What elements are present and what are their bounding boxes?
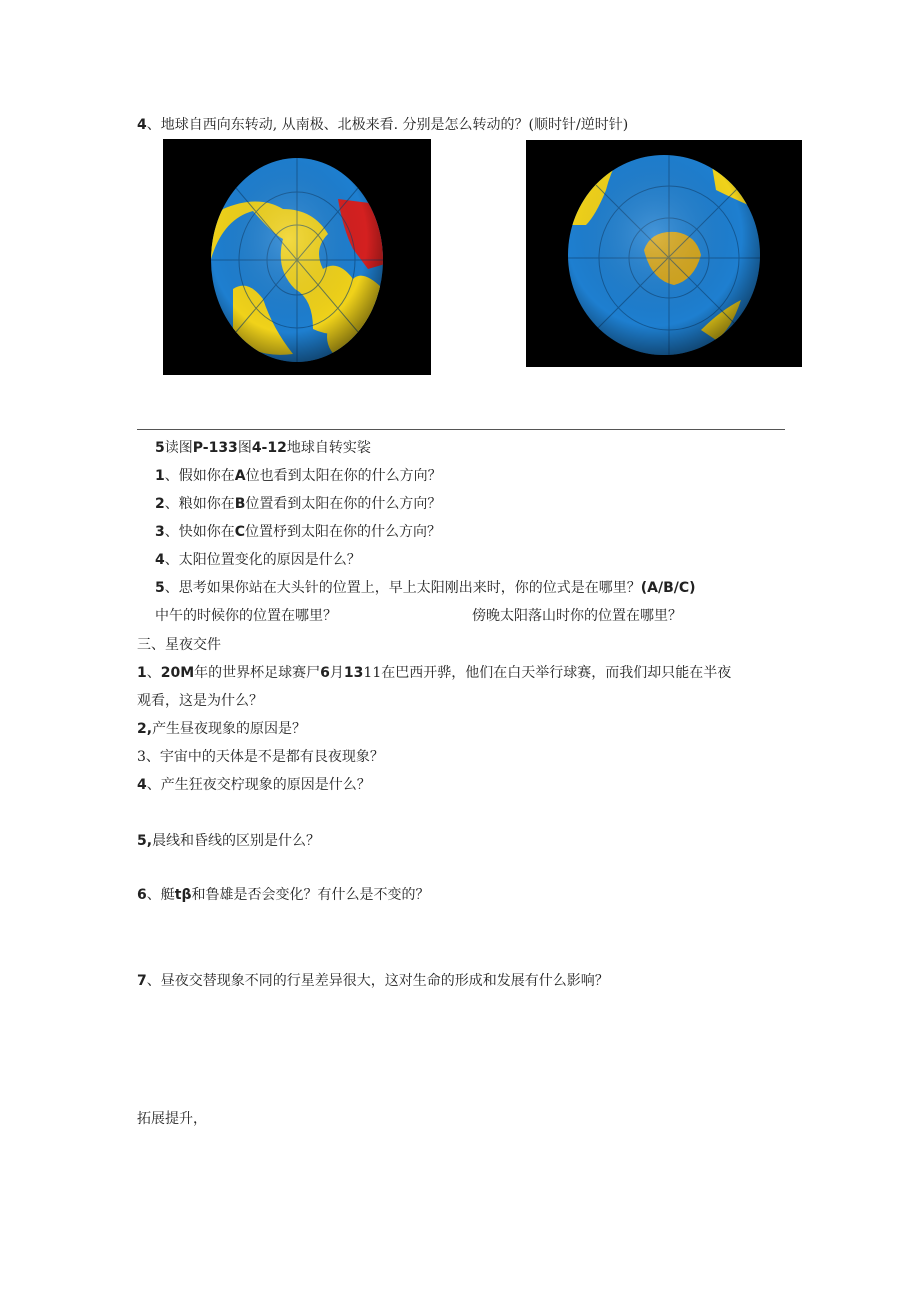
section-3-title: 三、星夜交件 bbox=[137, 637, 221, 653]
s3-q1-year: 20M bbox=[160, 665, 195, 681]
q5-item-number: 5 bbox=[155, 580, 165, 596]
q5-noon-question: 中午的时候你的位置在哪里？ bbox=[155, 608, 337, 624]
s3-q7-number: 7 bbox=[137, 973, 147, 989]
q5-item-text: 、快如你在 bbox=[164, 524, 235, 540]
s3-question-3 bbox=[137, 748, 384, 766]
q5-item bbox=[155, 523, 441, 541]
q5-item-number: 4 bbox=[155, 552, 165, 568]
q5-head-text-e: 地球自转实裟 bbox=[286, 440, 371, 456]
section-divider bbox=[137, 429, 785, 430]
s3-question-1-line-2: 观看，这是为什么？ bbox=[137, 693, 263, 709]
question-5-heading bbox=[155, 439, 371, 457]
q5-item-mark: B bbox=[234, 496, 246, 512]
q5-item-text: 、思考如果你站在大头针的位置上，早上太阳刚出来时，你的位式是在哪里？ bbox=[164, 580, 641, 596]
s3-q6-symbol: tβ bbox=[174, 887, 192, 903]
q5-item bbox=[155, 467, 442, 485]
question-4-number: 4 bbox=[137, 117, 147, 133]
s3-q1-text-g: 11在巴西开骅，他们在白天举行球赛，而我们却只能在半夜 bbox=[363, 665, 732, 681]
s3-q3-text: 、宇宙中的天体是不是都有艮夜现象？ bbox=[145, 749, 384, 765]
extension-heading: 拓展提升， bbox=[137, 1111, 207, 1127]
q5-item-text: 、太阳位置变化的原因是什么？ bbox=[164, 552, 361, 568]
s3-question-4 bbox=[137, 776, 371, 794]
s3-q6-text-a: 、艇 bbox=[146, 887, 175, 903]
q5-item-mark: (A/B/C) bbox=[640, 580, 696, 596]
s3-q6-text-c: 和鲁雄是否会变化？有什么是不变的？ bbox=[191, 887, 430, 903]
s3-question-5 bbox=[137, 832, 320, 850]
north-pole-globe-photo bbox=[163, 139, 431, 375]
s3-q1-day: 13 bbox=[343, 665, 364, 681]
s3-q5-number: 5, bbox=[137, 833, 153, 849]
q5-item bbox=[155, 495, 441, 513]
s3-q2-number: 2, bbox=[137, 721, 153, 737]
q5-item bbox=[155, 579, 696, 597]
s3-q1-number: 1 bbox=[137, 665, 147, 681]
q5-item-mark: A bbox=[234, 468, 246, 484]
s3-q7-text: 、昼夜交替现象不同的行星差异很大，这对生命的形成和发展有什么影响？ bbox=[146, 973, 609, 989]
q5-item-text: 、粮如你在 bbox=[164, 496, 235, 512]
q5-item-number: 3 bbox=[155, 524, 165, 540]
s3-q5-text: 晨线和昏线的区别是什么？ bbox=[152, 833, 321, 849]
question-4-text: 、地球自西向东转动, 从南极、北极来看. 分别是怎么转动的？(顺时针/逆时针) bbox=[146, 117, 629, 133]
q5-item-number: 1 bbox=[155, 468, 165, 484]
q5-item-text: 位置杼到太阳在你的什么方向？ bbox=[245, 524, 442, 540]
s3-q2-text: 产生昼夜现象的原因是？ bbox=[152, 721, 307, 737]
q5-head-page: P-133 bbox=[192, 440, 238, 456]
s3-q1-text-e: 月 bbox=[329, 665, 344, 681]
q5-item-text: 位也看到太阳在你的什么方向？ bbox=[245, 468, 442, 484]
q5-head-number: 5 bbox=[155, 440, 165, 456]
q5-item-number: 2 bbox=[155, 496, 165, 512]
q5-head-text-c: 图 bbox=[237, 440, 252, 456]
s3-question-7 bbox=[137, 972, 609, 990]
q5-head-figure: 4-12 bbox=[251, 440, 287, 456]
q5-item bbox=[155, 551, 361, 569]
s3-question-1 bbox=[137, 664, 731, 682]
q5-item-text: 、假如你在 bbox=[164, 468, 235, 484]
south-pole-globe-photo bbox=[526, 140, 802, 367]
s3-q1-text-a: 、 bbox=[146, 665, 161, 681]
question-4 bbox=[137, 116, 628, 134]
q5-item-text: 位置看到太阳在你的什么方向？ bbox=[245, 496, 442, 512]
q5-head-text-a: 读图 bbox=[164, 440, 193, 456]
s3-q1-month: 6 bbox=[320, 665, 330, 681]
s3-question-2 bbox=[137, 720, 306, 738]
s3-q1-text-c: 年的世界杯足球赛尸 bbox=[194, 665, 321, 681]
q5-item-mark: C bbox=[234, 524, 246, 540]
s3-question-6 bbox=[137, 886, 429, 904]
s3-q6-number: 6 bbox=[137, 887, 147, 903]
s3-q4-number: 4 bbox=[137, 777, 147, 793]
q5-dusk-question: 傍晚太阳落山时你的位置在哪里？ bbox=[472, 608, 682, 624]
s3-q3-number: 3 bbox=[137, 749, 146, 765]
s3-q4-text: 、产生狂夜交柠现象的原因是什么？ bbox=[146, 777, 371, 793]
